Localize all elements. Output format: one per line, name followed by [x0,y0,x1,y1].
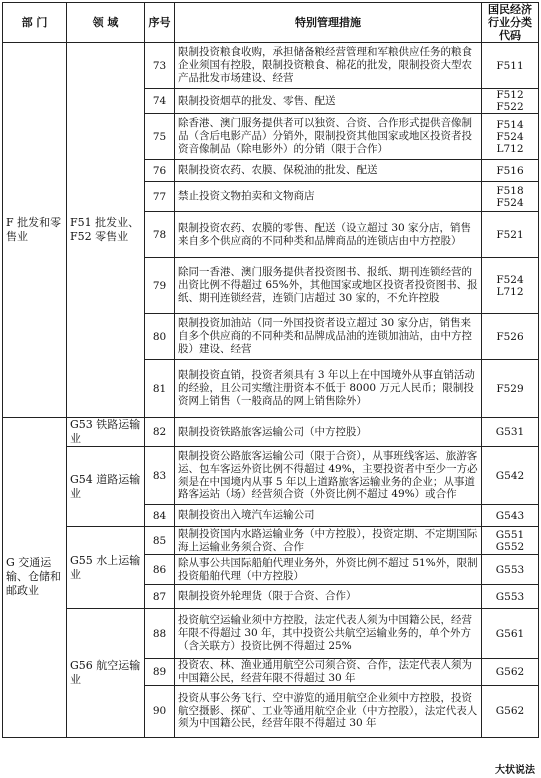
industry-code-cell [482,114,539,160]
row-number: 84 [145,505,175,527]
industry-code: F522 [496,101,524,113]
table-row [3,447,539,505]
industry-code-cell [482,555,539,585]
industry-code-cell [482,585,539,609]
industry-code-cell [482,314,539,360]
header-measure: 特别管理措施 [175,3,482,43]
industry-code: F514 [496,118,524,131]
special-measures-table [2,2,539,738]
dept-cell: F 批发和零售业 [3,43,67,418]
industry-code: G531 [495,426,525,438]
industry-code-cell [482,447,539,505]
field-cell: G56 航空运输业 [67,609,145,738]
row-number: 78 [145,212,175,258]
measure-text: 限制投资直销，投资者须具有 3 年以上在中国境外从事直销活动的经验，且公司实缴注册资本不低于 8000 万元人民币；限制投资网上销售（一般商品的网上销售除外） [175,360,482,418]
row-number: 86 [145,555,175,585]
header-code-line: 行业分类 [488,16,532,29]
table-row [3,527,539,555]
measure-text: 禁止投资文物拍卖和文物商店 [175,182,482,212]
table-row [3,418,539,447]
row-number: 75 [145,114,175,160]
industry-code-cell [482,182,539,212]
industry-code: G551 [495,528,525,541]
header-code-line: 代码 [499,29,521,42]
row-number: 81 [145,360,175,418]
header-dept: 部 门 [3,3,67,43]
industry-code: L712 [496,285,524,298]
measure-text: 投资农、林、渔业通用航空公司须合资、合作，法定代表人须为中国籍公民，经营年限不得超过 30 年 [175,659,482,686]
row-number: 85 [145,527,175,555]
measure-text: 限制投资公路旅客运输公司（限于合资），从事班线客运、旅游客运、包车客运外资比例不得超过 49%，主要投资者中至少一方必须是在中国境内从事 5 年以上道路旅客运输业务的企业；从事道路客运站（场）经营须合资（外资比例不超过 49%）或合作 [175,447,482,505]
row-number: 74 [145,89,175,114]
industry-code: G562 [495,705,525,718]
industry-code: F524 [496,273,524,286]
measure-text: 限制投资铁路旅客运输公司（中方控股） [175,418,482,447]
row-number: 83 [145,447,175,505]
row-number: 90 [145,685,175,737]
table-header-row [3,3,539,43]
measure-text: 限制投资烟草的批发、零售、配送 [175,89,482,114]
industry-code: G553 [495,563,525,576]
measure-text: 投资从事公务飞行、空中游览的通用航空企业须中方控股，投资航空摄影、探矿、工业等通用航空企业（中方控股），法定代表人须为中国籍公民，经营年限不得超过 30 年 [175,685,482,737]
measure-text: 限制投资国内水路运输业务（中方控股），投资定期、不定期国际海上运输业务须合资、合作 [175,527,482,555]
industry-code-cell [482,659,539,686]
industry-code: F511 [496,59,524,72]
measure-text: 除同一香港、澳门服务提供者投资图书、报纸、期刊连锁经营的出资比例不得超过 65%外，其他国家或地区投资者投资图书、报纸、期刊连锁经营，连锁门店超过 30 家的，不允许控股 [175,258,482,314]
industry-code-cell [482,43,539,89]
row-number: 82 [145,418,175,447]
industry-code-cell [482,160,539,182]
measure-text: 限制投资加油站（同一外国投资者设立超过 30 家分店，销售来自多个供应商的不同种类和品牌成品油的连锁加油站，由中方控股）建设、经营 [175,314,482,360]
row-number: 89 [145,659,175,686]
industry-code: F529 [496,382,524,395]
measure-text: 限制投资出入境汽车运输公司 [175,505,482,527]
industry-code-cell [482,258,539,314]
watermark-text: 大状说法 [493,761,537,776]
row-number: 77 [145,182,175,212]
industry-code: G562 [495,665,525,678]
industry-code-cell [482,212,539,258]
industry-code: F521 [496,228,524,241]
table-row [3,609,539,659]
industry-code: G542 [495,469,525,482]
industry-code: G552 [495,540,525,553]
header-code-line: 国民经济 [488,3,532,16]
row-number: 80 [145,314,175,360]
measure-text: 限制投资粮食收购，承担储备粮经营管理和军粮供应任务的粮食企业须国有控股，限制投资粮食、棉花的批发，限制投资大型农产品批发市场建设、经营 [175,43,482,89]
industry-code-cell [482,685,539,737]
industry-code: G553 [495,590,525,603]
industry-code: L712 [496,142,524,155]
row-number: 76 [145,160,175,182]
dept-cell: G 交通运输、仓储和邮政业 [3,418,67,738]
industry-code-cell [482,609,539,659]
field-cell: G55 水上运输业 [67,527,145,609]
header-field: 领 域 [67,3,145,43]
row-number: 88 [145,609,175,659]
industry-code: G561 [495,627,525,640]
industry-code: F526 [496,330,524,343]
measure-text: 除香港、澳门服务提供者可以独资、合资、合作形式提供音像制品（含后电影产品）分销外，限制投资其他国家或地区投资者投资音像制品（除电影外）的分销（限于合作） [175,114,482,160]
industry-code: F516 [496,164,524,177]
industry-code-cell [482,418,539,447]
industry-code: F524 [496,196,524,209]
header-code [482,3,539,43]
measure-text: 限制投资农药、农膜的零售、配送（设立超过 30 家分店，销售来自多个供应商的不同种类和品牌商品的连锁店由中方控股） [175,212,482,258]
measure-text: 限制投资农药、农膜、保税油的批发、配送 [175,160,482,182]
header-num: 序号 [145,3,175,43]
measure-text: 投资航空运输业须中方控股，法定代表人须为中国籍公民，经营年限不得超过 30 年，其中投资公共航空运输业务的，单个外方（含关联方）投资比例不得超过 25% [175,609,482,659]
industry-code: G543 [495,509,525,522]
industry-code-cell [482,360,539,418]
industry-code: F524 [496,130,524,143]
row-number: 73 [145,43,175,89]
industry-code: F518 [496,184,524,197]
row-number: 87 [145,585,175,609]
industry-code-cell [482,89,539,114]
table-row [3,43,539,89]
industry-code-cell [482,505,539,527]
field-cell: F51 批发业、F52 零售业 [67,43,145,418]
row-number: 79 [145,258,175,314]
table-body [3,43,539,738]
field-cell: G54 道路运输业 [67,447,145,527]
field-cell: G53 铁路运输业 [67,418,145,447]
measure-text: 除从事公共国际船舶代理业务外，外资比例不超过 51%外，限制投资船舶代理（中方控股） [175,555,482,585]
measure-text: 限制投资外轮理货（限于合资、合作） [175,585,482,609]
industry-code: F512 [496,89,524,101]
industry-code-cell [482,527,539,555]
